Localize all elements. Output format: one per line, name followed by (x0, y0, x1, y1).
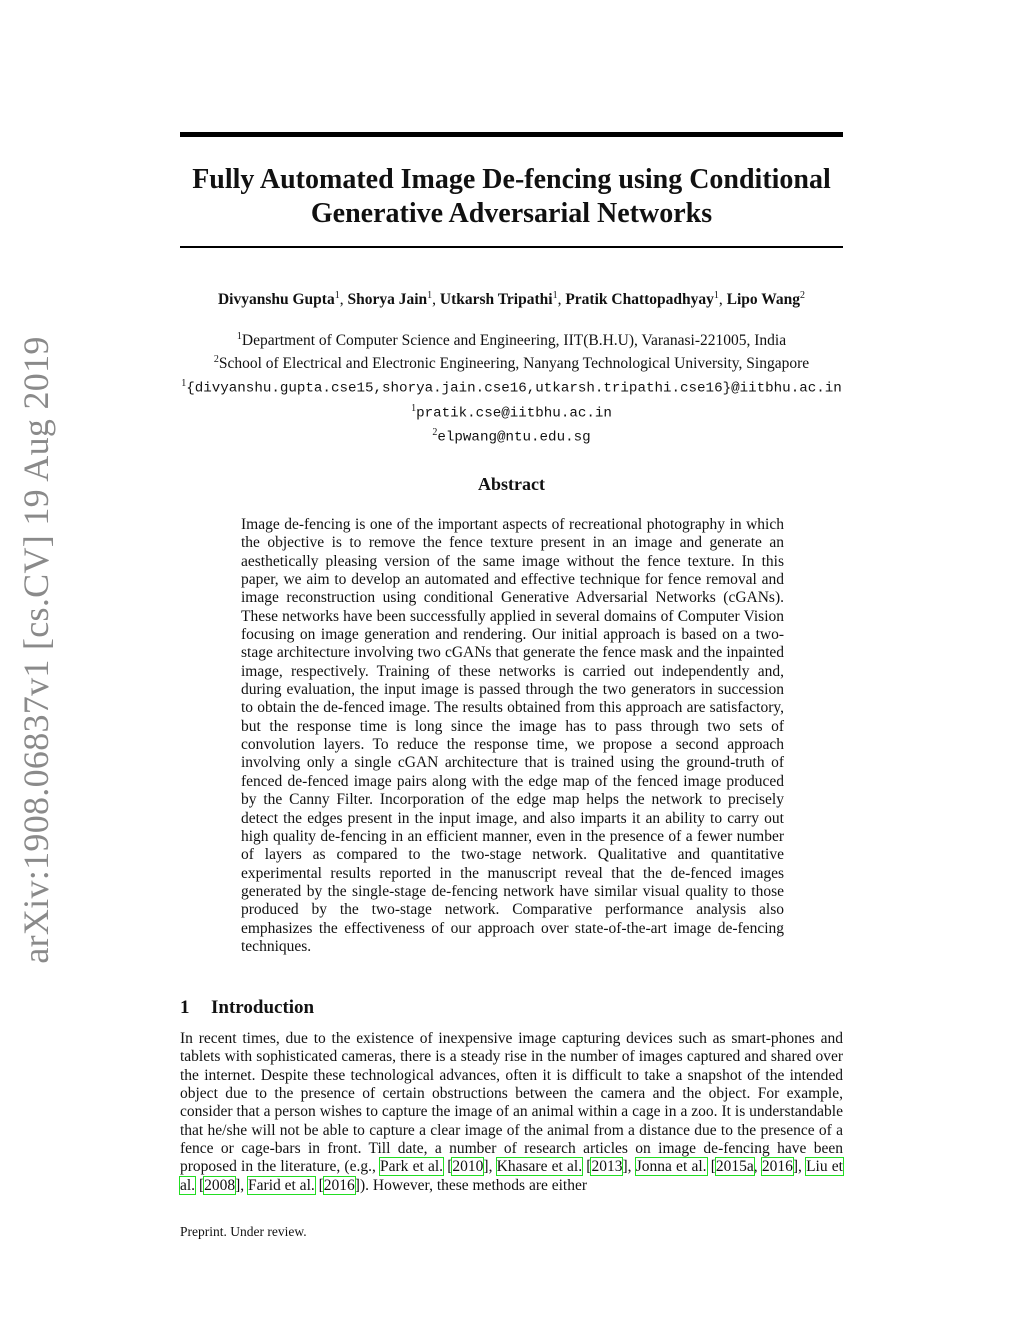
author-name: Lipo Wang (726, 291, 801, 309)
abstract-heading: Abstract (478, 474, 545, 494)
author-name: Pratik Chattopadhyay (565, 291, 714, 309)
citation-year-link[interactable]: 2016 (323, 1176, 355, 1194)
citation-link[interactable]: Jonna et al. (635, 1158, 707, 1176)
affiliation: $^2$School of Electrical and Electronic Engineering, Nanyang Technological University, Singapore (213, 354, 810, 373)
section-number: 1 (180, 997, 190, 1018)
abstract-text: Image de-fencing is one of the important aspects of recreational photography in which the objective is to remove the fence texture present in an image and generate an aesthetically pleasing version of the same image without the fence texture. In this paper, we aim to develop an automated and effective technique for fence removal and image reconstruction using conditional Generative Adversarial Networks (cGANs). These networks have been successfully applied in several domains of Computer Vision focusing on image generation and rendering. Our initial approach is based on a two-stage architecture involving two cGANs that generate the fence mask and the inpainted image, respectively. Training of these networks is carried out independently and, during evaluation, the input image is passed through the two generators in succession to obtain the de-fenced image. The results obtained from this approach are satisfactory, but the response time is long since the image has to pass through two sets of convolution layers. To reduce the response time, we propose a second approach involving only a single cGAN architecture that is trained using the ground-truth of fenced de-fenced image pairs along with the edge map of the fenced image produced by the Canny Filter. Incorporation of the edge map helps the network to precisely detect the edges present in the input image, and also imparts it an ability to carry out high quality de-fencing in an efficient manner, even in the presence of a fewer number of layers as compared to the two-stage network. Qualitative and quantitative experimental results reported in the manuscript reveal that the de-fenced images generated by the single-stage de-fencing network have similar visual quality to those produced by the two-stage network. Comparative performance analysis also emphasizes the effectiveness of our approach over state-of-the-art image de-fencing techniques. (241, 516, 784, 955)
email-line: $^1$pratik.cse@iitbhu.ac.in (411, 402, 612, 422)
email-line: $^2$elpwang@ntu.edu.sg (432, 427, 591, 447)
email-line: $^1${divyanshu.gupta.cse15,shorya.jain.cse16,utkarsh.tripathi.cse16}@iitbhu.ac.in (181, 378, 842, 397)
introduction-paragraph: In recent times, due to the existence of inexpensive image capturing devices such as smart-phones and tablets with sophisticated cameras, there is a steady rise in the number of images captured and shared over the internet. Despite these technological advances, often it is difficult to take a snapshot of the intended object due to the presence of certain obstructions between the camera and the object. For example, consider that a person wishes to capture the image of an animal within a cage in a zoo. It is understandable that he/she will not be able to capture a clear image of the animal from a distance due to the presence of a fence or cage-bars in front. Till date, a number of research articles on image de-fencing have been proposed in the literature, (e.g., Park et al. [2010], Khasare et al. [2013], Jonna et al. [2015a, 2016], Liu et al. [2008], Farid et al. [2016]). However, these methods are either (180, 1030, 843, 1194)
citation-link[interactable]: Park et al. (380, 1158, 444, 1176)
paper-title: Fully Automated Image De-fencing using Conditional Generative Adversarial Networks (192, 164, 831, 229)
author-affiliation-mark: 1 (334, 290, 340, 301)
title-rule-bottom (180, 246, 843, 248)
author-affiliation-mark: 1 (552, 290, 558, 301)
title-rule-top (180, 132, 843, 137)
citation-link[interactable]: Farid et al. (248, 1176, 315, 1194)
author-affiliation-mark: 1 (427, 290, 433, 301)
author-name: Divyanshu Gupta (217, 291, 335, 309)
section-title: Introduction (211, 997, 315, 1018)
author-affiliation-mark: 2 (800, 290, 806, 301)
section-heading-introduction (180, 997, 314, 1019)
citation-year-link[interactable]: 2013 (591, 1158, 623, 1176)
author-affiliation-mark: 1 (713, 290, 719, 301)
author-list: Divyanshu Gupta$^1$, Shorya Jain$^1$, Utkarsh Tripathi$^1$, Pratik Chattopadhyay$^1$, Lipo Wang$^2$ (217, 290, 806, 309)
preprint-footer: Preprint. Under review. (180, 1224, 307, 1239)
citation-link[interactable]: Khasare et al. (496, 1158, 583, 1176)
author-name: Shorya Jain (347, 291, 428, 309)
citation-year-link[interactable]: 2015a (715, 1158, 754, 1176)
arxiv-stamp-text: arXiv:1908.06837v1 [cs.CV] 19 Aug 2019 (16, 336, 56, 964)
citation-year-link[interactable]: 2010 (452, 1158, 484, 1176)
affiliation-list (120, 327, 903, 373)
author-name: Utkarsh Tripathi (439, 291, 553, 309)
citation-year-link[interactable]: 2016 (761, 1158, 793, 1176)
arxiv-stamp (6, 336, 66, 964)
email-list (120, 374, 903, 448)
citation-year-link[interactable]: 2008 (204, 1176, 236, 1194)
affiliation: $^1$Department of Computer Science and Engineering, IIT(B.H.U), Varanasi-221005, India (236, 331, 787, 350)
citation-link[interactable]: Liu et al. (180, 1158, 843, 1194)
